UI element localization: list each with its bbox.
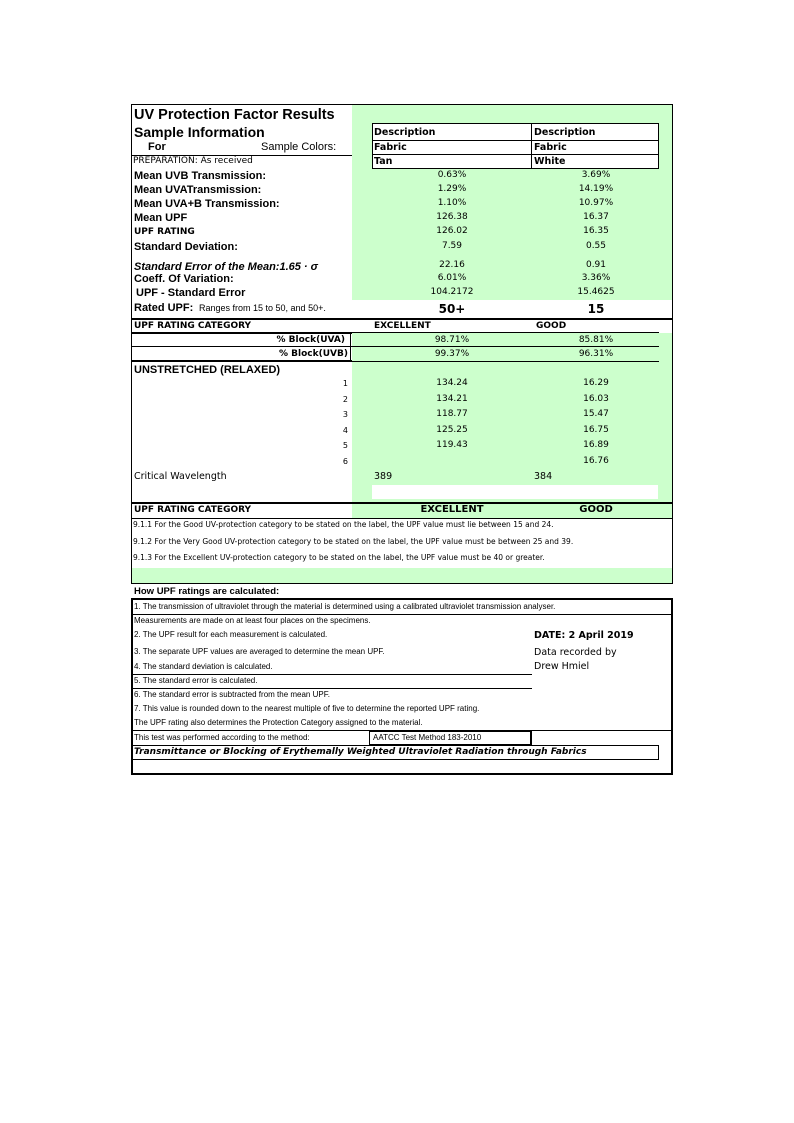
- metric-value: 1.10%: [437, 198, 467, 208]
- measurement-value: 134.24: [436, 378, 468, 388]
- block-value: 98.71%: [434, 335, 470, 345]
- how-step: 2. The UPF result for each measurement is calculated.: [134, 630, 328, 639]
- block-value: 99.37%: [434, 349, 470, 359]
- sample-a-description-label: Description: [374, 127, 436, 138]
- how-step: The UPF rating also determines the Protection Category assigned to the material.: [134, 718, 423, 727]
- measurement-index: 6: [342, 457, 348, 466]
- metric-label-mean-upf: Mean UPF: [134, 212, 188, 224]
- metric-label-uvab: Mean UVA+B Transmission:: [134, 198, 280, 210]
- block-uvb-label: % Block(UVB): [279, 349, 348, 359]
- metric-value: 0.91: [585, 260, 607, 270]
- metric-value: 16.37: [583, 212, 609, 222]
- how-step: Measurements are made on at least four places on the specimens.: [134, 616, 371, 625]
- measurement-index: 3: [342, 410, 348, 419]
- measurement-index: 2: [342, 395, 348, 404]
- metric-value: 126.38: [436, 212, 468, 222]
- metric-value: 14.19%: [578, 184, 614, 194]
- category2-label: UPF RATING CATEGORY: [134, 505, 252, 515]
- block-divider: [350, 333, 351, 361]
- critical-wavelength-value-a: 389: [374, 471, 393, 482]
- recorded-by-label: Data recorded by: [534, 647, 617, 658]
- metric-value: 7.59: [441, 241, 463, 251]
- block-value: 85.81%: [578, 335, 614, 345]
- metric-value: 0.63%: [437, 170, 467, 180]
- divider-line: [132, 346, 659, 347]
- measurement-value: 16.76: [583, 456, 609, 466]
- how-step: 3. The separate UPF values are averaged to determine the mean UPF.: [134, 647, 385, 656]
- how-step: 1. The transmission of ultraviolet through the material is determined using a calibrated ultraviolet transmission analyser.: [134, 602, 556, 611]
- rated-upf-value-b: 15: [587, 302, 605, 316]
- rated-upf-value-a: 50+: [438, 302, 466, 316]
- metric-value: 16.35: [583, 226, 609, 236]
- category2-value-b: GOOD: [579, 504, 613, 515]
- category-label: UPF RATING CATEGORY: [134, 321, 252, 331]
- notes-green-strip: [132, 568, 672, 583]
- method-title: Transmittance or Blocking of Erythemally Weighted Ultraviolet Radiation through Fabrics: [134, 747, 587, 757]
- sample-b-description-label: Description: [534, 127, 596, 138]
- how-step: 7. This value is rounded down to the nearest multiple of five to determine the reported UPF rating.: [134, 704, 480, 713]
- sample-colors-label: Sample Colors:: [261, 141, 337, 153]
- divider-line: [132, 614, 672, 615]
- measurement-value: 16.29: [583, 378, 609, 388]
- measurement-value: 16.75: [583, 425, 609, 435]
- metric-value: 0.55: [585, 241, 607, 251]
- category2-value-a: EXCELLENT: [420, 504, 484, 515]
- note-item: 9.1.2 For the Very Good UV-protection category to be stated on the label, the UPF value must be between 25 and 39.: [133, 537, 574, 546]
- how-title: How UPF ratings are calculated:: [134, 586, 280, 597]
- preparation-label: PREPARATION: As received: [133, 156, 253, 166]
- divider-line: [132, 518, 672, 519]
- metric-value: 6.01%: [437, 273, 467, 283]
- category-value-a: EXCELLENT: [374, 321, 431, 331]
- metric-label-uva: Mean UVATransmission:: [134, 184, 262, 196]
- category-value-b: GOOD: [536, 321, 567, 331]
- metric-value: 126.02: [436, 226, 468, 236]
- measurement-index: 1: [342, 379, 348, 388]
- metric-label-uvb: Mean UVB Transmission:: [134, 170, 267, 182]
- measurement-value: 16.03: [583, 394, 609, 404]
- metric-label-upf-rating: UPF RATING: [134, 227, 195, 237]
- how-step: 5. The standard error is calculated.: [134, 676, 258, 685]
- how-step: 6. The standard error is subtracted from the mean UPF.: [134, 690, 330, 699]
- measurement-value: 118.77: [436, 409, 468, 419]
- measurement-value: 134.21: [436, 394, 468, 404]
- method-label: This test was performed according to the method:: [134, 733, 310, 742]
- metric-value: 3.69%: [581, 170, 611, 180]
- critical-wavelength-value-b: 384: [534, 471, 553, 482]
- block-uva-label: % Block(UVA): [276, 335, 345, 345]
- rated-upf-label: Rated UPF:: [134, 302, 194, 314]
- metric-value: 104.2172: [430, 287, 474, 297]
- sample-b-color: White: [534, 156, 566, 167]
- sample-a-type: Fabric: [374, 142, 407, 153]
- measurement-value: 125.25: [436, 425, 468, 435]
- section-title-sample-info: Sample Information: [134, 124, 265, 140]
- critical-wavelength-label: Critical Wavelength: [134, 471, 227, 482]
- metric-label-std-dev: Standard Deviation:: [134, 241, 238, 253]
- metric-value: 22.16: [439, 260, 465, 270]
- unstretched-title: UNSTRETCHED (RELAXED): [134, 364, 281, 376]
- metric-label-upf-minus-se: UPF - Standard Error: [136, 287, 246, 299]
- sample-info-row-line: [372, 154, 659, 155]
- page-title: UV Protection Factor Results: [134, 107, 335, 123]
- metric-value: 15.4625: [577, 287, 615, 297]
- sample-a-color: Tan: [374, 156, 393, 167]
- measurement-value: 15.47: [583, 409, 609, 419]
- measurement-value: 119.43: [436, 440, 468, 450]
- divider-line: [132, 688, 532, 689]
- measurement-index: 4: [342, 426, 348, 435]
- metric-value: 1.29%: [437, 184, 467, 194]
- method-value: AATCC Test Method 183-2010: [373, 733, 482, 742]
- metric-label-coeff: Coeff. Of Variation:: [134, 273, 234, 285]
- report-date: DATE: 2 April 2019: [534, 630, 634, 641]
- sample-b-type: Fabric: [534, 142, 567, 153]
- divider-line: [132, 155, 352, 156]
- divider-line: [132, 674, 532, 675]
- sample-info-divider: [531, 123, 532, 169]
- metric-value: 3.36%: [581, 273, 611, 283]
- sample-info-row-line: [372, 140, 659, 141]
- metric-label-std-error: Standard Error of the Mean:1.65 · σ: [134, 261, 318, 273]
- recorded-by-name: Drew Hmiel: [534, 661, 590, 672]
- for-label: For: [148, 141, 166, 153]
- block-value: 96.31%: [578, 349, 614, 359]
- critical-white-band: [372, 485, 658, 499]
- note-item: 9.1.1 For the Good UV-protection category to be stated on the label, the UPF value must lie between 15 and 24.: [133, 520, 554, 529]
- measurement-index: 5: [342, 441, 348, 450]
- how-step: 4. The standard deviation is calculated.: [134, 662, 273, 671]
- measurement-value: 16.89: [583, 440, 609, 450]
- note-item: 9.1.3 For the Excellent UV-protection category to be stated on the label, the UPF value must be 40 or greater.: [133, 553, 545, 562]
- metric-value: 10.97%: [578, 198, 614, 208]
- rated-upf-note: Ranges from 15 to 50, and 50+.: [199, 303, 326, 313]
- divider-line: [132, 318, 672, 320]
